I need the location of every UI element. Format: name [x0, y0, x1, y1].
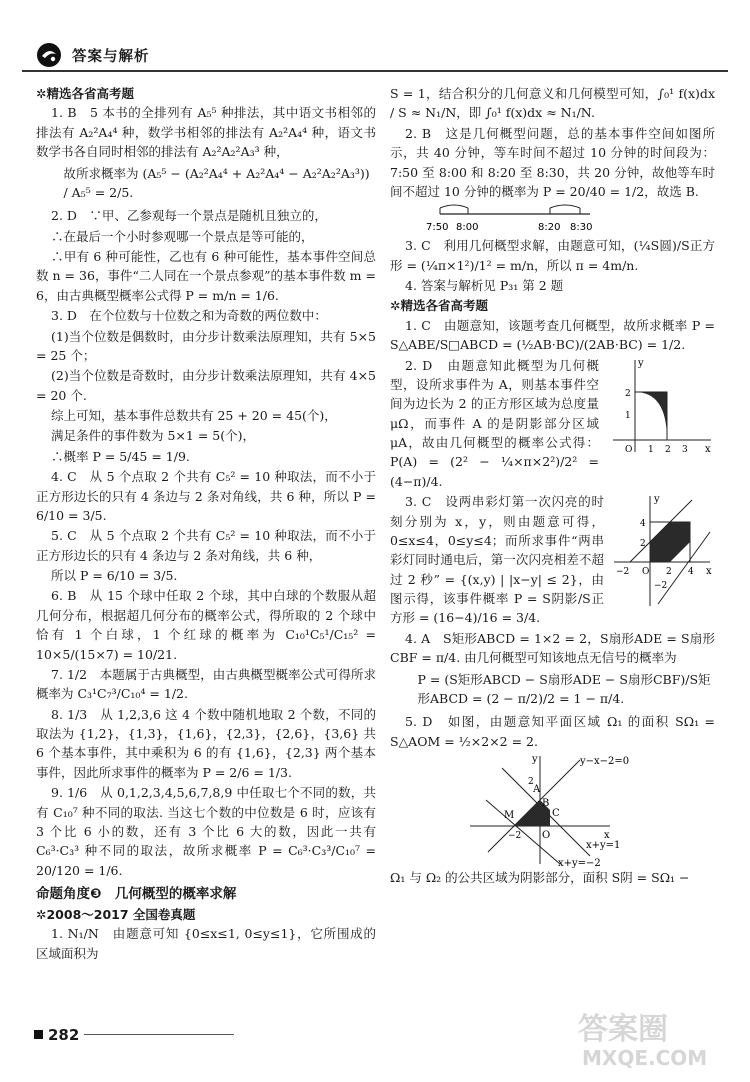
- right-column: [390, 84, 715, 888]
- figure-quarter-circle: [605, 356, 715, 456]
- left-column: [36, 84, 376, 964]
- figure-regions: [390, 752, 710, 868]
- d4-formula: P = (S矩形ABCD − S扇形ADE − S扇形CBF)/S矩形ABCD = (2 − π/2)/2 = 1 − π/4.: [417, 671, 711, 706]
- footer-square-icon: [34, 1030, 43, 1039]
- timeline-figure: [390, 202, 710, 236]
- r1-text: 1. N₁/N 由题意可知 {0≤x≤1, 0≤y≤1}，它所围成的区域面积为: [36, 926, 376, 961]
- c4-text: 4. 答案与解析见 P₃₁ 第 2 题: [405, 278, 564, 293]
- tick-label: −2: [508, 831, 522, 841]
- q1-formula: 故所求概率为 (A₅⁵ − (A₂²A₄⁴ + A₂²A₄⁴ − A₂²A₂²A₃³)) / A₅⁵ = 2/5.: [63, 165, 370, 200]
- d3-text: 3. C 设两串彩灯第一次闪亮的时刻分别为 x，y，则由题意可得，0≤x≤4，0≤y≤4；而所求事件“两串彩灯同时通电后，第一次闪亮相差不超过 2 秒” = {(x,y) | |x−y| ≤ 2}，由图示得，该事件概率 P = S阴影/S正方形 = (16−4)/16 = 3/4.: [390, 494, 604, 626]
- q6-text: 6. B 从 15 个球中任取 2 个球，其中白球的个数服从超几何分布，根据超几何分布的概率公式，得所取的 2 个球中恰有 1 个白球，1 个红球的概率为 C₁₀¹C₅¹/C₁₅² = 10×5/(15×7) = 10/21.: [36, 588, 376, 662]
- q5-text-a: 5. C 从 5 个点取 2 个共有 C₅² = 10 种取法，而不小于正方形边长的只有 4 条边与 2 条对角线，共 6 种，: [36, 528, 376, 563]
- tick-label: 1: [625, 410, 631, 421]
- footer-rule: [84, 1034, 234, 1035]
- d5-end-text: Ω₁ 与 Ω₂ 的公共区域为阴影部分，面积 S阴 = SΩ₁ −: [390, 870, 690, 885]
- watermark-url: MXQE.COM: [582, 1046, 708, 1070]
- line-label: y−x−2=0: [580, 756, 630, 767]
- q3-text-b: (1)当个位数是偶数时，由分步计数乘法原理知，共有 5×5 = 25 个；: [36, 328, 376, 363]
- point-label: M: [504, 810, 515, 821]
- tick-label: 2: [528, 777, 534, 787]
- point-label: A: [533, 784, 541, 795]
- tick-label: 1: [648, 444, 654, 455]
- section-heading-angle3: 命题角度❸ 几何概型的概率求解: [36, 886, 237, 902]
- tick-label: 2: [640, 539, 646, 550]
- tick-label: 2: [625, 388, 631, 399]
- d2-text: 2. D 由题意知此概型为几何概型，设所求事件为 A，则基本事件空间为边长为 2 的正方形区域为总度量 μΩ，而事件 A 的是阴影部分区域 μA，故由几何概型的概率公式得：P(A) = (2² − ¼×π×2²)/2² = (4−π)/4.: [390, 357, 599, 489]
- q2-text-a: 2. D ∵甲、乙参观每一个景点是随机且独立的，: [51, 208, 327, 224]
- axis-label: x: [705, 443, 711, 455]
- origin-label: O: [542, 830, 551, 841]
- line-label: x+y=−2: [558, 858, 601, 868]
- line-label: x+y=1: [586, 840, 621, 851]
- tick-label: −2: [616, 567, 630, 578]
- axis-label: x: [604, 830, 610, 841]
- q3-text-e: 满足条件的事件数为 5×1 = 5(个)，: [51, 428, 255, 444]
- q3-text-d: 综上可知，基本事件总数共有 25 + 20 = 45(个)，: [51, 408, 337, 423]
- logo-icon: [36, 42, 62, 68]
- d4-text: 4. A S矩形ABCD = 1×2 = 2，S扇形ADE = S扇形CBF = π/4. 由几何概型可知该地点无信号的概率为: [390, 630, 715, 666]
- q5-text-b: 所以 P = 6/10 = 3/5.: [51, 568, 178, 583]
- axis-label: y: [654, 494, 660, 506]
- point-label: B: [542, 798, 550, 809]
- q2-text-b: ∴在最后一个小时参观哪一个景点是等可能的，: [51, 228, 314, 244]
- q3-text-c: (2)当个位数是奇数时，由分步计数乘法原理知，共有 4×5 = 20 个.: [36, 368, 376, 403]
- q2-text-c: ∴甲有 6 种可能性，乙也有 6 种可能性，基本事件空间总数 n = 36，事件“二人同在一个景点参观”的基本事件数 m = 6，由古典概型概率公式得 P = m/n = 1/6.: [36, 249, 376, 303]
- q4-text: 4. C 从 5 个点取 2 个共有 C₅² = 10 种取法，而不小于正方形边长的只有 4 条边与 2 条对角线，共 6 种，所以 P = 6/10 = 3/5.: [36, 469, 376, 523]
- q9-text: 9. 1/6 从 0,1,2,3,4,5,6,7,8,9 中任取七个不同的数，共有 C₁₀⁷ 种不同的取法. 当这七个数的中位数是 6 时，应该有 3 个比 6 小的数，还有 3 个比 6 大的数，因此一共有 C₆³·C₃³ 种不同的取法，故所求概率 P = C₆³·C₃³/C₁₀⁷ = 20/120 = 1/6.: [36, 785, 376, 878]
- section-heading: ✲精选各省高考题: [36, 86, 134, 101]
- tick-label: −2: [654, 581, 668, 592]
- timeline-label: 7:50: [426, 222, 449, 234]
- d5-text: 5. D 如图，由题意知平面区域 Ω₁ 的面积 SΩ₁ = S△AOM = ½×2×2 = 2.: [390, 714, 715, 749]
- point-label: C: [552, 808, 560, 819]
- axis-label: x: [706, 566, 712, 578]
- section-heading: ✲精选各省高考题: [390, 298, 488, 314]
- page-number: 282: [48, 1026, 80, 1044]
- header-title: 答案与解析: [72, 49, 150, 65]
- q3-text-f: ∴概率 P = 5/45 = 1/9.: [51, 448, 190, 464]
- page-header: [22, 40, 728, 72]
- c2-text: 2. B 这是几何概型问题，总的基本事件空间如图所示，共 40 分钟，等车时间不超过 10 分钟的时间段为：7:50 至 8:00 和 8:20 至 8:30，共 20 分钟，故他等车时间不超过 10 分钟的概率为 P = 20/40 = 1/2，故选 B.: [390, 125, 715, 199]
- axis-label: y: [638, 357, 644, 369]
- q1-text: 1. B 5 本书的全排列有 A₅⁵ 种排法，其中语文书相邻的排法有 A₂²A₄⁴ 种，数学书相邻的排法有 A₂²A₄⁴ 种，语文书数学书各自同时相邻的排法有 A₂²A₂²A₃³ 种，: [36, 105, 376, 160]
- watermark-text: 答案圈: [578, 1012, 668, 1047]
- q8-text: 8. 1/3 从 1,2,3,6 这 4 个数中随机地取 2 个数，不同的取法为 {1,2}，{1,3}，{1,6}，{2,3}，{2,6}，{3,6} 共 6 个基本事件，其中乘积为 6 的有 {1,6}，{2,3} 两个基本事件，因此所求事件的概率为 P = 2/6 = 1/3.: [36, 706, 376, 780]
- c3-text: 3. C 利用几何概型求解，由题意可知，(¼S圆)/S正方形 = (¼π×1²)/1² = m/n，所以 π = 4m/n.: [390, 238, 715, 273]
- tick-label: 3: [682, 444, 688, 455]
- origin-label: O: [642, 567, 650, 578]
- header-rule: [22, 70, 728, 72]
- timeline-label: 8:30: [570, 222, 593, 234]
- tick-label: 2: [666, 567, 672, 578]
- figure-square-band: [610, 492, 715, 610]
- section-heading-national: ✲2008～2017 全国卷真题: [36, 906, 196, 922]
- tick-label: 4: [640, 519, 646, 530]
- c1-text: S = 1，结合积分的几何意义和几何模型可知，∫₀¹ f(x)dx / S ≈ N₁/N，即 ∫₀¹ f(x)dx ≈ N₁/N.: [390, 86, 715, 121]
- origin-label: O: [625, 444, 633, 455]
- timeline-label: 8:20: [538, 222, 561, 234]
- q3-text-a: 3. D 在个位数与十位数之和为奇数的两位数中：: [51, 308, 327, 324]
- tick-label: 2: [665, 444, 671, 455]
- axis-label: y: [532, 754, 538, 765]
- tick-label: 4: [688, 567, 694, 578]
- d1-text: 1. C 由题意知，该题考查几何概型，故所求概率 P = S△ABE/S□ABCD = (½AB·BC)/(2AB·BC) = 1/2.: [390, 317, 715, 353]
- watermark: [560, 1005, 730, 1075]
- timeline-label: 8:00: [456, 222, 479, 234]
- q7-text: 7. 1/2 本题属于古典概型，由古典概型概率公式可得所求概率为 C₃¹C₇³/C₁₀⁴ = 1/2.: [36, 666, 376, 702]
